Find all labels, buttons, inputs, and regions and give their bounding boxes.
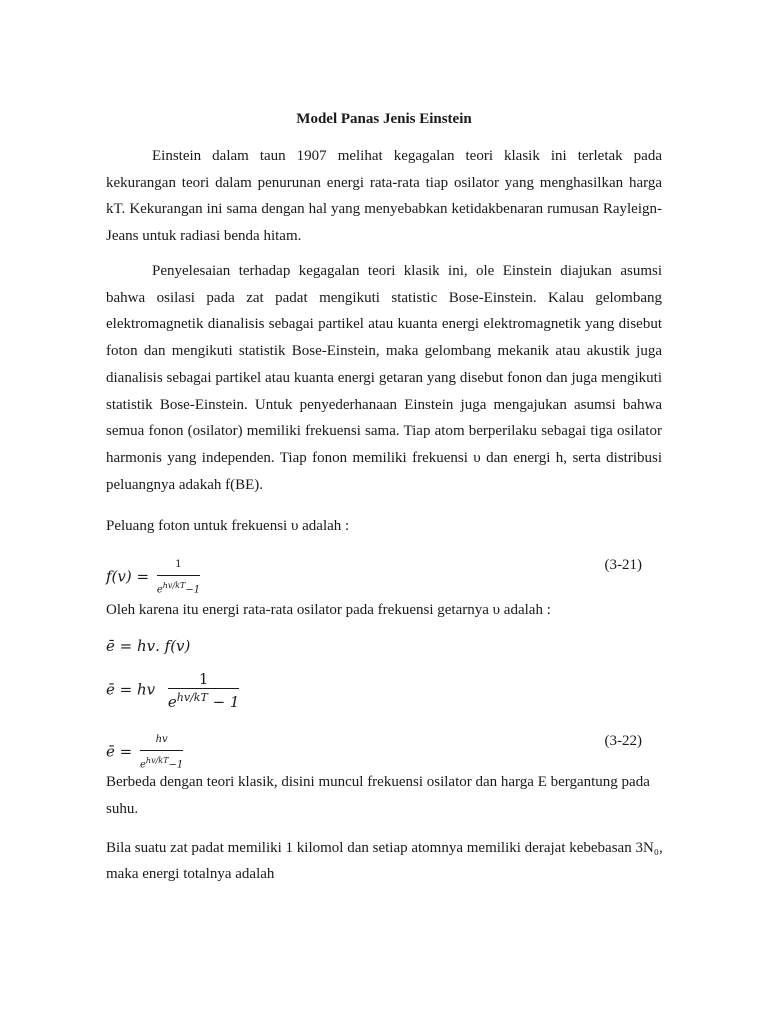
equation-lhs: 𝑒̄ = [106, 742, 133, 761]
fraction-denominator [157, 576, 200, 600]
denominator-base: 𝑒 [140, 759, 146, 771]
fraction-numerator: ℎ𝑣 [155, 734, 168, 745]
paragraph-6-line-2: maka energi totalnya adalah [106, 866, 275, 882]
denominator-tail: − 1 [207, 693, 240, 711]
denominator-exponent: ℎ𝑣/𝑘𝑇 [162, 581, 186, 590]
equation-3-21 [106, 555, 200, 600]
equation-fraction [140, 730, 183, 775]
denominator-exponent: ℎ𝑣/𝑘𝑇 [145, 756, 169, 765]
paragraph-6-line-1: Bila suatu zat padat memiliki 1 kilomol dan setiap atomnya memiliki derajat kebebasan 3N₀, [106, 840, 663, 856]
equation-lhs: 𝑓(𝑣) = [106, 567, 150, 586]
equation-3-22 [106, 730, 183, 775]
page-title: Model Panas Jenis Einstein [296, 111, 472, 127]
equation-fraction [168, 670, 240, 711]
paragraph-5-line-2: suhu. [106, 801, 139, 817]
paragraph-1: Einstein dalam taun 1907 melihat kegagalan teori klasik ini terletak pada kekurangan teori dalam penurunan energi rata-rata tiap osilator yang menghasilkan harga kT. Kekurangan ini sama dengan hal yang menyebabkan ketidakbenaran rumusan Rayleign-Jeans untuk radiasi benda hitam. [106, 148, 662, 245]
denominator-exponent: ℎ𝑣/𝑘𝑇 [176, 691, 208, 704]
equation-fraction [157, 555, 200, 600]
equation-number-3-22: (3-22) [604, 733, 642, 749]
denominator-base: 𝑒 [156, 584, 163, 596]
denominator-tail: −1 [168, 759, 184, 771]
paragraph-5-line-1: Berbeda dengan teori klasik, disini muncul frekuensi osilator dan harga E bergantung pada [106, 774, 650, 790]
equation-number-3-21: (3-21) [604, 557, 642, 573]
equation-lhs: 𝑒̄ = ℎ𝑣 [106, 680, 156, 699]
paragraph-4: Oleh karena itu energi rata-rata osilator pada frekuensi getarnya υ adalah : [106, 602, 551, 618]
paragraph-2: Penyelesaian terhadap kegagalan teori klasik ini, ole Einstein diajukan asumsi bahwa osilasi pada zat padat mengikuti statistic Bose-Einstein. Kalau gelombang elektromagnetik dianalisis sebagai partikel atau kuanta energi elektromagnetik yang disebut foton dan mengikuti statistik Bose-Einstein, maka gelombang mekanik atau akustik juga dianalisis sebagai partikel atau kuanta energi getaran yang disebut fonon dan juga mengikuti statistik Bose-Einstein. Untuk penyederhanaan Einstein juga mengajukan asumsi bahwa semua fonon (osilator) memiliki frekuensi sama. Tiap atom berperilaku sebagai tiga osilator harmonis yang independen. Tiap fonon memiliki frekuensi υ dan energi h, serta distribusi peluangnya adakah f(BE). [106, 263, 662, 493]
fraction-numerator: 1 [198, 670, 209, 688]
denominator-base: 𝑒 [167, 693, 177, 711]
equation-energy-definition: 𝑒̄ = ℎ𝑣. 𝑓(𝑣) [106, 637, 191, 655]
fraction-denominator [168, 689, 240, 711]
denominator-tail: −1 [185, 584, 201, 596]
equation-energy-expanded [106, 670, 239, 711]
fraction-numerator: 1 [175, 559, 182, 570]
paragraph-3: Peluang foton untuk frekuensi υ adalah : [106, 518, 350, 534]
